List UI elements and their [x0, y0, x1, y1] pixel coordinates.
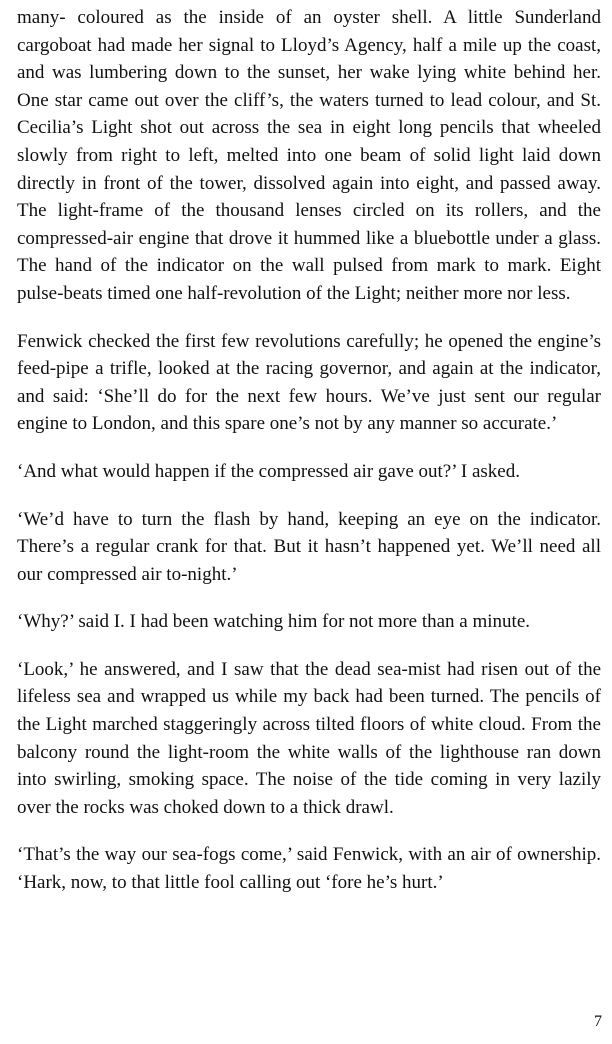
paragraph-1: many- coloured as the inside of an oyster shell. A little Sunderland cargoboat had made her signal to Lloyd’s Agency, half a mile up the coast, and was lumbering down to the sunset, her wake lying white behind her. One star came out over the cliff’s, the waters turned to lead colour, and St. Cecilia’s Light shot out across the sea in eight long pencils that wheeled slowly from right to left, melted into one beam of solid light laid down directly in front of the tower, dissolved again into eight, and passed away. The light-frame of the thousand lenses circled on its rollers, and the compressed-air engine that drove it hummed like a bluebottle under a glass. The hand of the indicator on the wall pulsed from mark to mark. Eight pulse-beats timed one half-revolution of the Light; neither more nor less.	[17, 7, 601, 304]
page-body	[17, 4, 601, 917]
paragraph-7: ‘That’s the way our sea-fogs come,’ said Fenwick, with an air of ownership. ‘Hark, now, to that little fool calling out ‘fore he’s hurt.’	[17, 844, 601, 894]
paragraph-4: ‘We’d have to turn the flash by hand, keeping an eye on the indicator. There’s a regular crank for that. But it hasn’t happened yet. We’ll need all our compressed air to-night.’	[17, 508, 601, 585]
paragraph-5: ‘Why?’ said I. I had been watching him for not more than a minute.	[17, 611, 531, 633]
page-number: 7	[594, 1013, 602, 1030]
paragraph-6: ‘Look,’ he answered, and I saw that the dead sea-mist had risen out of the lifeless sea and wrapped us while my back had been turned. The pencils of the Light marched staggeringly across tilted floors of white cloud. From the balcony round the light-room the white walls of the lighthouse ran down into swirling, smoking space. The noise of the tide coming in very lazily over the rocks was choked down to a thick drawl.	[17, 658, 601, 818]
paragraph-3: ‘And what would happen if the compressed air gave out?’ I asked.	[17, 460, 520, 482]
paragraph-2: Fenwick checked the first few revolutions carefully; he opened the engine’s feed-pipe a trifle, looked at the racing governor, and again at the indicator, and said: ‘She’ll do for the next few hours. We’ve just sent our regular engine to London, and this spare one’s not by any manner so accurate.’	[17, 330, 601, 435]
